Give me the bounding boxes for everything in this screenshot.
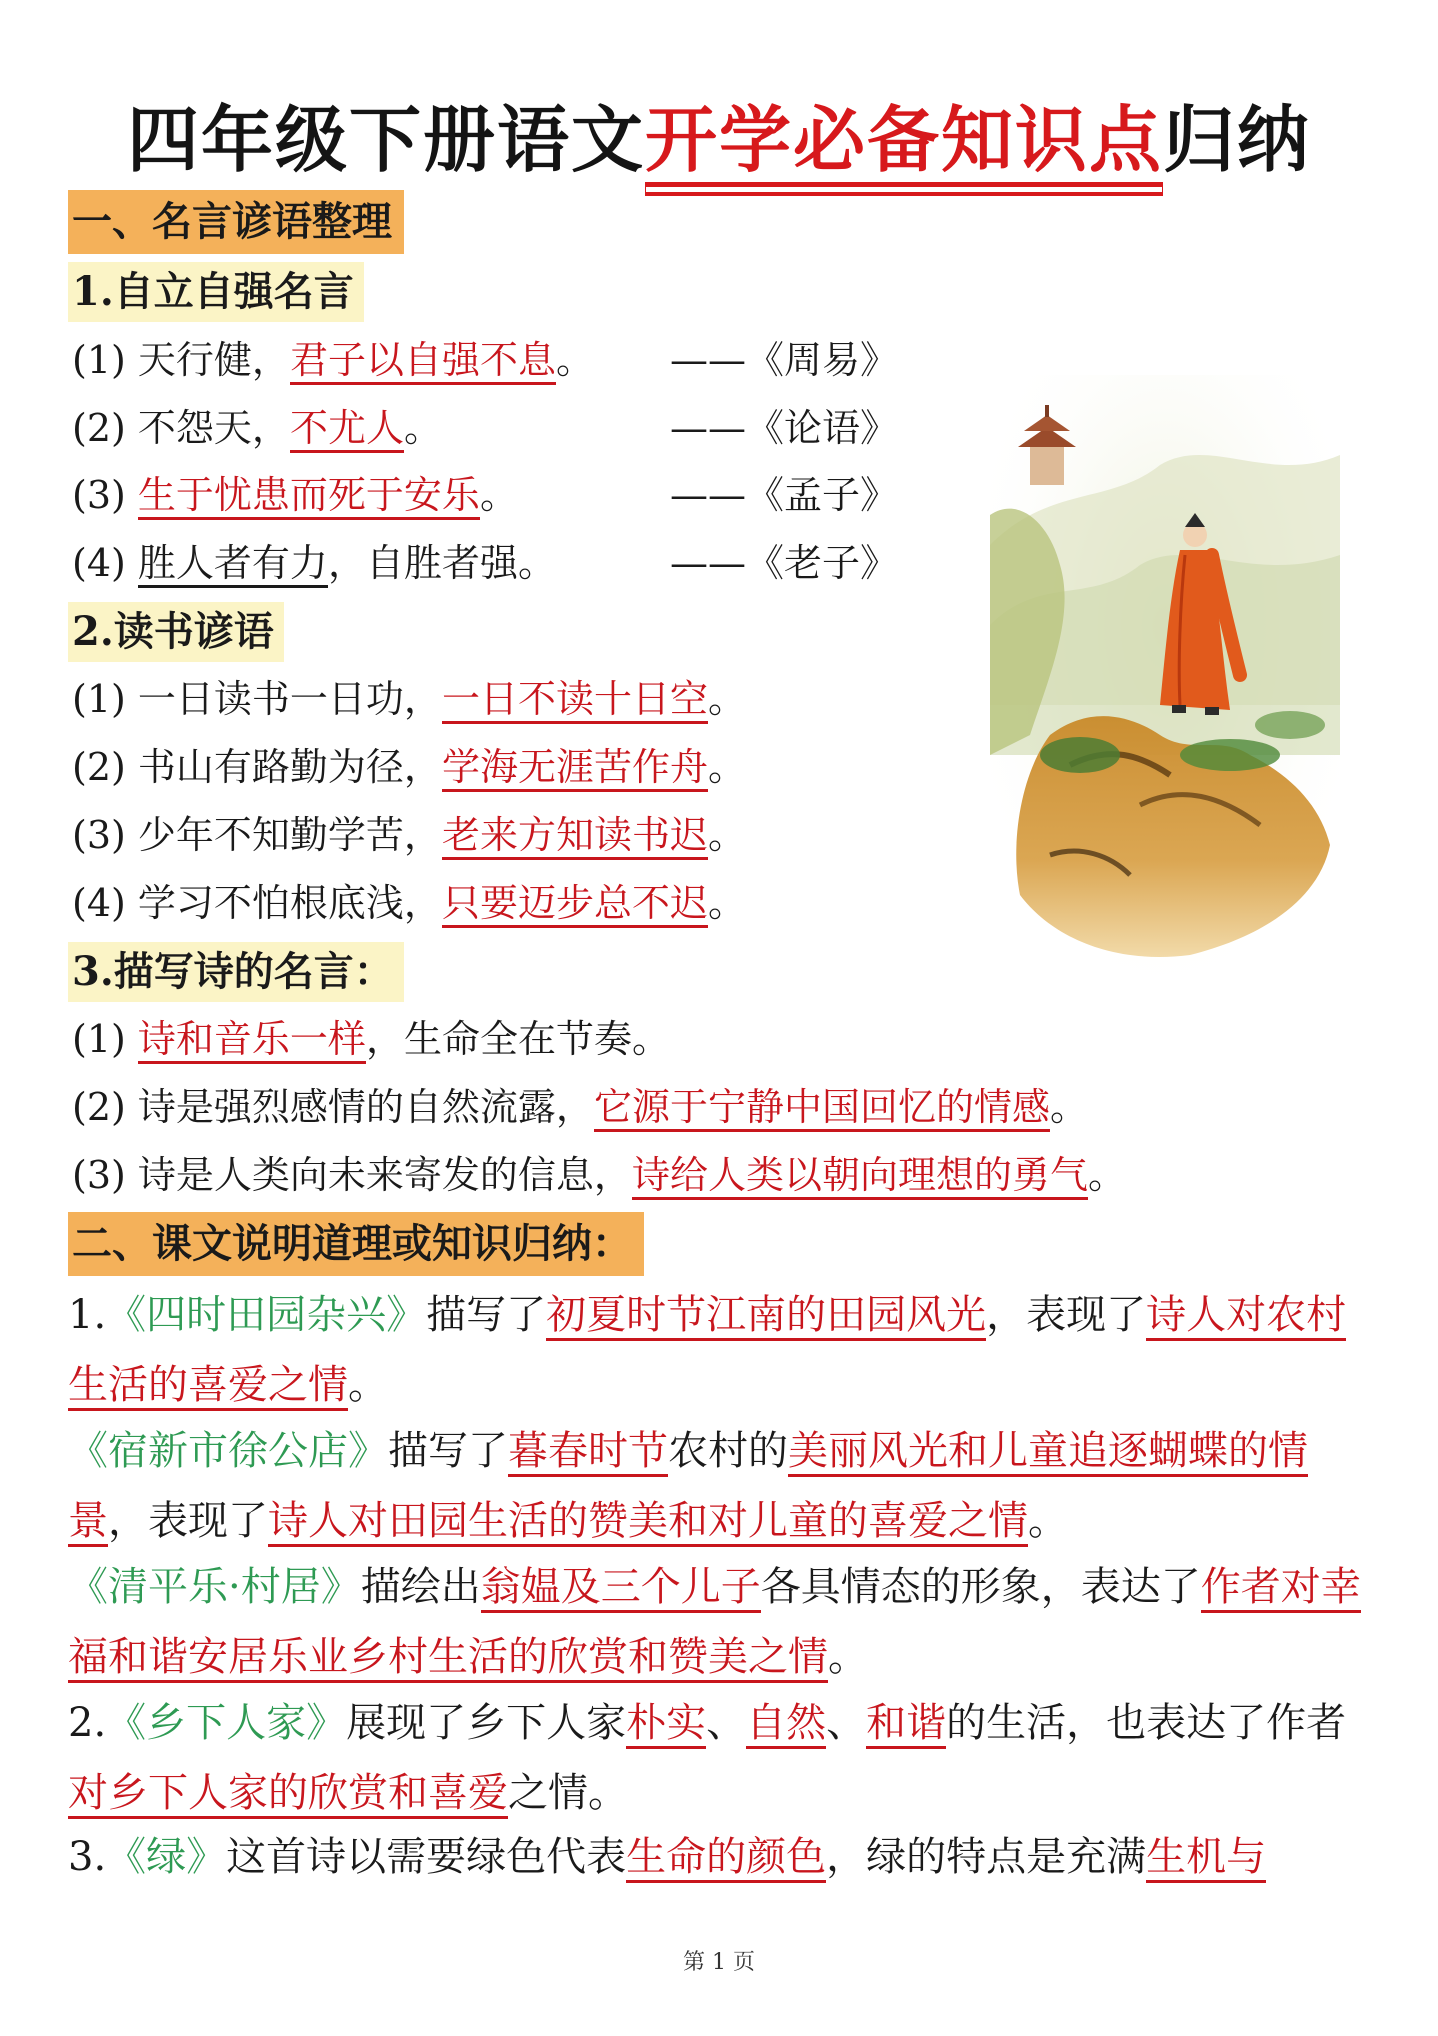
poetry-quote-3-3: (3) 诗是人类向未来寄发的信息，诗给人类以朝向理想的勇气。 — [72, 1150, 1126, 1200]
quote-1-4: (4) 胜人者有力，自胜者强。 — [72, 538, 556, 588]
group-1-heading: 1.自立自强名言 — [68, 262, 364, 322]
title-part-3: 归纳 — [1163, 98, 1312, 182]
section-2-heading: 二、课文说明道理或知识归纳： — [68, 1212, 644, 1276]
page-number: 第 1 页 — [683, 1950, 755, 1975]
quote-1-2: (2) 不怨天，不尤人。 — [72, 403, 442, 453]
group-3-heading: 3.描写诗的名言： — [68, 942, 404, 1002]
quote-1-1-source: ——《周易》 — [670, 338, 899, 382]
scholar-painting-illustration — [990, 375, 1340, 1005]
proverb-2-3: (3) 少年不知勤学苦，老来方知读书迟。 — [72, 810, 746, 860]
poetry-quote-3-2: (2) 诗是强烈感情的自然流露，它源于宁静中国回忆的情感。 — [72, 1082, 1088, 1132]
lesson-paragraph-1: 1.《四时田园杂兴》描写了初夏时节江南的田园风光，表现了诗人对农村生活的喜爱之情。 — [68, 1280, 1378, 1420]
quote-1-4-source: ——《老子》 — [670, 541, 899, 585]
proverb-2-2: (2) 书山有路勤为径，学海无涯苦作舟。 — [72, 742, 746, 792]
lesson-paragraph-3: 《清平乐·村居》描绘出翁媪及三个儿子各具情态的形象，表达了作者对幸福和谐安居乐业乡村生活的欣赏和赞美之情。 — [68, 1552, 1378, 1692]
poetry-quote-3-1: (1) 诗和音乐一样，生命全在节奏。 — [72, 1014, 670, 1064]
quote-1-2-source: ——《论语》 — [670, 406, 899, 450]
proverb-2-4: (4) 学习不怕根底浅，只要迈步总不迟。 — [72, 878, 746, 928]
quote-1-3: (3) 生于忧患而死于安乐。 — [72, 470, 518, 520]
lesson-paragraph-4: 2.《乡下人家》展现了乡下人家朴实、自然、和谐的生活，也表达了作者对乡下人家的欣赏和喜爱之情。 — [68, 1688, 1378, 1828]
proverb-2-1: (1) 一日读书一日功，一日不读十日空。 — [72, 674, 746, 724]
quote-1-3-source: ——《孟子》 — [670, 473, 899, 517]
quote-1-1: (1) 天行健，君子以自强不息。 — [72, 335, 594, 385]
lesson-paragraph-5: 3.《绿》这首诗以需要绿色代表生命的颜色，绿的特点是充满生机与 — [68, 1822, 1378, 1892]
section-1-heading: 一、名言谚语整理 — [68, 190, 404, 254]
lesson-paragraph-2: 《宿新市徐公店》描写了暮春时节农村的美丽风光和儿童追逐蝴蝶的情景，表现了诗人对田园生活的赞美和对儿童的喜爱之情。 — [68, 1416, 1378, 1556]
title-part-1: 四年级下册语文 — [126, 98, 645, 182]
page-title — [0, 82, 1438, 187]
group-2-heading: 2.读书谚语 — [68, 602, 284, 662]
title-highlight: 开学必备知识点 — [645, 98, 1163, 187]
